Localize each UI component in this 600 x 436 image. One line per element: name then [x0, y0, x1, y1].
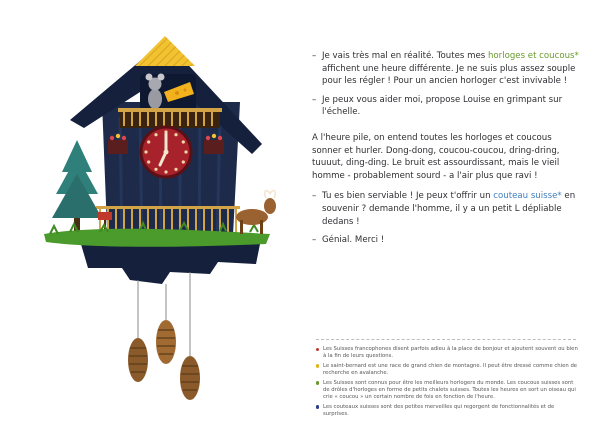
dialogue-text: Je peux vous aider moi, propose Louise en grimpant sur l'échelle.: [322, 94, 563, 118]
flower-box-right: [204, 134, 224, 154]
dialogue-line-3: [312, 190, 580, 228]
cuckoo-clock-illustration: [30, 22, 290, 422]
story-text-column: [312, 50, 580, 253]
footnote-separator: [316, 339, 576, 340]
footnotes: [316, 346, 578, 420]
footnote-item: [316, 346, 578, 360]
footnote-item: [316, 363, 578, 377]
pine-cone-weight-right: [180, 356, 200, 400]
footnote-item: [316, 380, 578, 402]
dialogue-text: Je vais très mal en réalité. Toutes mes: [322, 51, 488, 61]
bullet-icon: [316, 381, 319, 384]
narration-paragraph: A l'heure pile, on entend toutes les horloges et coucous sonner et hurler. Dong-dong, coucou-coucou, dring-dring, tuuuut, ding-ding. Le bruit est assourdissant, mais le vieil homme - probablement sourd - a l'air plus que ravi !: [312, 132, 560, 181]
dash: –: [312, 191, 317, 202]
bullet-icon: [316, 364, 319, 367]
bullet-icon: [316, 405, 319, 408]
keyword-couteau-suisse: couteau suisse: [493, 191, 558, 202]
footnote-mark: *: [574, 51, 579, 61]
dialogue-text: en souvenir ? demande l'homme, il y a un petit L dépliable dedans !: [322, 191, 576, 227]
dialogue-line-2: [312, 94, 580, 119]
dash: –: [312, 94, 317, 105]
dialogue-text: affichent une heure différente. Je ne suis plus assez souple pour les régler ! Pour un ancien horloger c'est invivable !: [322, 63, 576, 87]
pine-cone-weight-middle: [156, 320, 176, 364]
pine-cone-weight-left: [128, 338, 148, 382]
footnote-text: Les Suisses francophones disent parfois adieu à la place de bonjour et ajoutent souvent ou bien à la fin de leurs questions.: [323, 346, 578, 360]
footnote-text: Le saint-bernard est une race de grand chien de montagne. Il peut être dressé comme chien de recherche en avalanche.: [323, 362, 578, 376]
dialogue-text: Génial. Merci !: [322, 235, 385, 246]
dash: –: [312, 51, 317, 61]
dialogue-line-4: [312, 234, 580, 247]
pine-tree: [52, 140, 102, 232]
dash: –: [312, 235, 317, 246]
dialogue-line-1: [312, 50, 580, 88]
keyword-horloges: horloges et coucous: [487, 51, 575, 61]
clock-face: [141, 127, 191, 177]
footnote-item: [316, 404, 578, 418]
footnote-text: Les couteaux suisses sont des petites merveilles qui regorgent de fonctionnalités et de surprises.: [323, 403, 555, 417]
dialogue-text: Tu es bien serviable ! Je peux t'offrir un: [322, 191, 494, 202]
footnote-text: Les Suisses sont connus pour être les meilleurs horlogers du monde. Les coucous suisses sont de drôles d'horloges en forme de petits chalets suisses. Toutes les heures en sort un oiseau qui crie « coucou » un certain nombre de fois en fonction de l'heure.: [323, 379, 576, 400]
flower-box-left: [108, 134, 128, 154]
footnote-mark: *: [557, 191, 562, 202]
bullet-icon: [316, 348, 319, 351]
